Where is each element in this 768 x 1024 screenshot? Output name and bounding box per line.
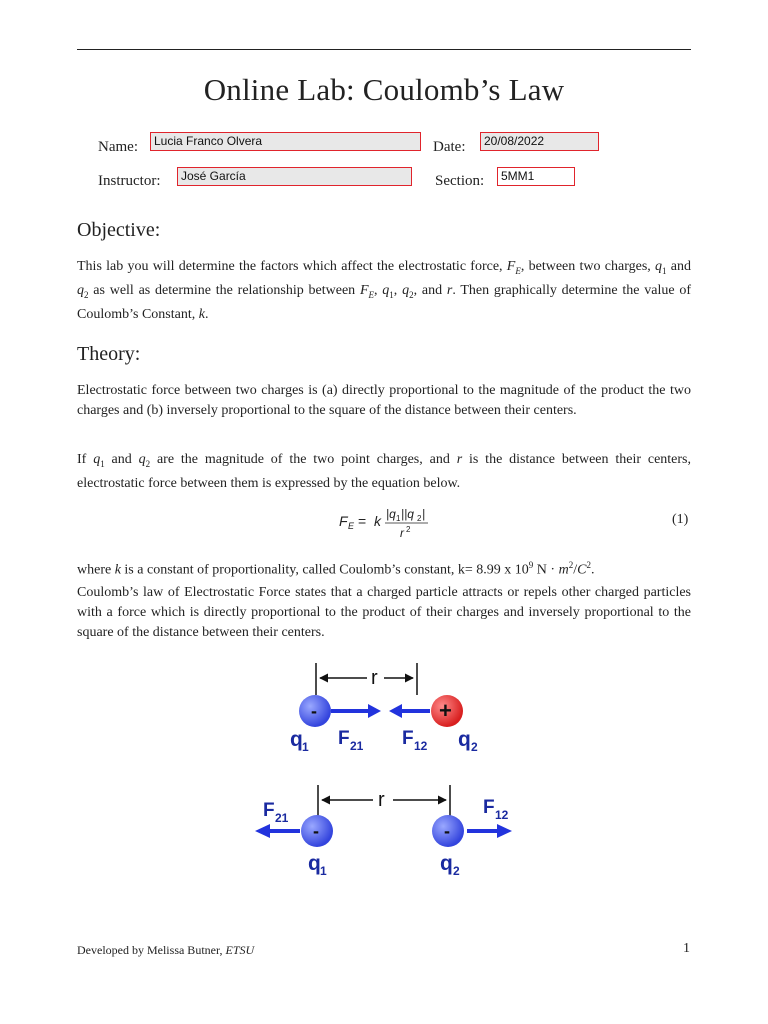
svg-text:k: k xyxy=(374,513,381,529)
date-label: Date: xyxy=(433,139,466,155)
top-rule xyxy=(77,49,691,50)
svg-text:2: 2 xyxy=(406,525,411,534)
attraction-row xyxy=(290,663,478,754)
r-label-top: r xyxy=(371,667,378,689)
svg-text:=: = xyxy=(358,513,367,529)
instructor-label: Instructor: xyxy=(98,173,161,189)
footer-credit: Developed by Melissa Butner, ETSU xyxy=(77,943,255,957)
svg-text:2: 2 xyxy=(453,864,460,878)
svg-text:F: F xyxy=(339,513,348,529)
theory-paragraph-2: If $q_1$ and $q_2$ are the magnitude of the two point charges, and r is the distance between their centers, electrostatic force between them is expressed by the equation below. xyxy=(77,452,692,491)
svg-text:21: 21 xyxy=(350,739,364,753)
theory-heading: Theory: xyxy=(77,343,141,365)
svg-text:1: 1 xyxy=(302,740,309,754)
r-label-bottom: r xyxy=(378,789,385,811)
svg-text:12: 12 xyxy=(414,739,428,753)
f12-label-bottom: F xyxy=(483,797,495,818)
section-field[interactable]: 5MM1 xyxy=(497,167,575,186)
theory-paragraph-3: where k is a constant of proportionality, called Coulomb’s constant, k= 8.99 x $10^9$ $N \cdot m^2/C^2$. xyxy=(77,560,595,578)
svg-text:-: - xyxy=(313,821,319,841)
q1-label-top: q xyxy=(290,728,303,751)
svg-text:1: 1 xyxy=(396,514,401,523)
repulsion-row xyxy=(255,785,512,878)
q1-label-bottom: q xyxy=(308,852,321,875)
equation-number: (1) xyxy=(672,512,689,527)
date-field[interactable]: 20/08/2022 xyxy=(480,132,599,151)
objective-heading: Objective: xyxy=(77,219,161,241)
svg-text:||q: ||q xyxy=(401,507,414,521)
f12-label-top: F xyxy=(402,728,414,749)
svg-text:12: 12 xyxy=(495,808,509,822)
page-number: 1 xyxy=(683,941,690,956)
svg-text:1: 1 xyxy=(320,864,327,878)
svg-text:|q: |q xyxy=(386,507,396,521)
section-label: Section: xyxy=(435,173,485,189)
svg-text:E: E xyxy=(348,521,355,531)
f21-label-bottom: F xyxy=(263,800,275,821)
page-title: Online Lab: Coulomb’s Law xyxy=(203,72,565,107)
f21-label-top: F xyxy=(338,728,350,749)
svg-text:2: 2 xyxy=(417,514,422,523)
name-label: Name: xyxy=(98,139,138,155)
objective-text: This lab you will determine the factors which affect the electrostatic force, $F_E$, between two charges, $q_1$ and $q_2$ as well as determine the relationship between $F_E$, $q_1$, $q_2$, and r. Then graphically determine the value of Coulomb’s Constant, k. xyxy=(77,259,692,322)
theory-paragraph-1: Electrostatic force between two charges is (a) directly proportional to the magnitude of the product the two charges and (b) inversely proportional to the square of the distance between their centers. xyxy=(77,383,691,418)
svg-text:-: - xyxy=(311,701,317,721)
theory-paragraph-4: Coulomb’s law of Electrostatic Force states that a charged particle attracts or repels other charged particles with a force which is directly proportional to the product of their charges and inversely proportional to the square of the distance between their centers. xyxy=(77,585,691,640)
svg-text:+: + xyxy=(439,698,452,723)
svg-text:r: r xyxy=(400,526,404,540)
name-field[interactable]: Lucia Franco Olvera xyxy=(150,132,421,151)
coulomb-force-diagram xyxy=(250,655,520,885)
q2-label-bottom: q xyxy=(440,852,453,875)
instructor-field[interactable]: José García xyxy=(177,167,412,186)
svg-text:21: 21 xyxy=(275,811,289,825)
svg-text:|: | xyxy=(422,507,426,521)
q2-label-top: q xyxy=(458,728,471,751)
coulomb-equation xyxy=(0,505,768,541)
svg-text:2: 2 xyxy=(471,740,478,754)
svg-text:-: - xyxy=(444,821,450,841)
